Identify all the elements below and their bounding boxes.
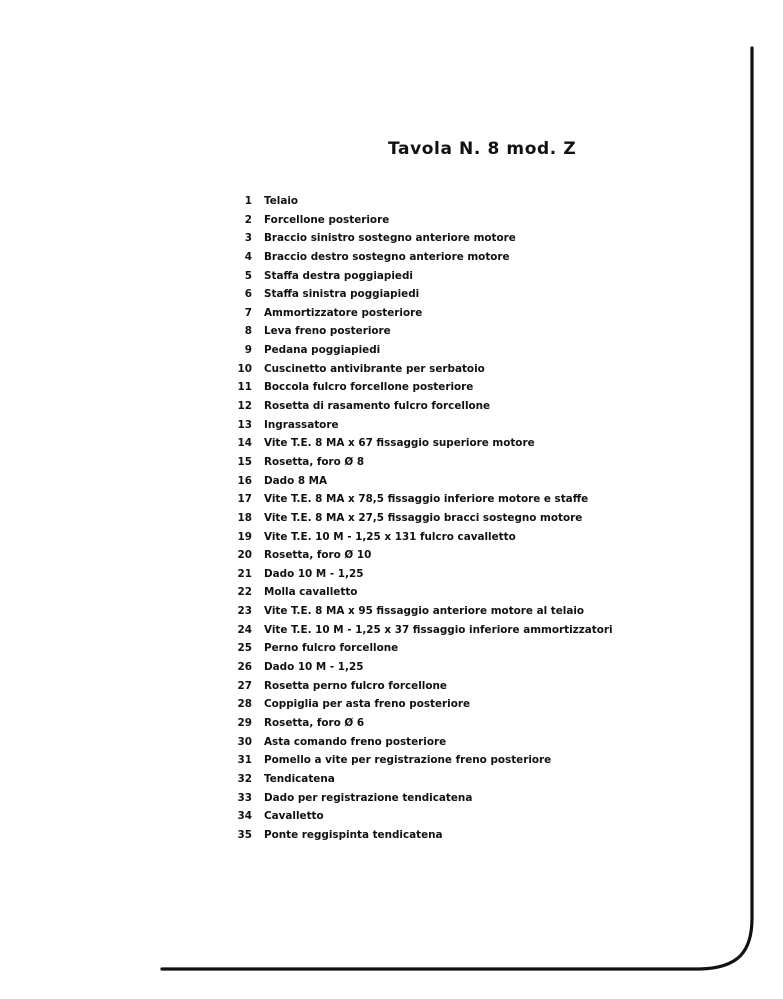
part-number: 8 — [244, 325, 252, 338]
part-row — [222, 341, 613, 360]
part-row — [222, 807, 613, 826]
part-number: 27 — [237, 679, 252, 692]
part-description: Braccio sinistro sostegno anteriore motore — [264, 232, 516, 245]
part-description: Boccola fulcro forcellone posteriore — [264, 381, 474, 394]
part-number: 13 — [237, 418, 252, 431]
part-row — [222, 229, 613, 248]
part-description: Cuscinetto antivibrante per serbatoio — [264, 362, 485, 375]
part-description: Perno fulcro forcellone — [264, 642, 399, 655]
part-row — [222, 322, 613, 341]
part-description: Braccio destro sostegno anteriore motore — [264, 250, 510, 263]
part-row — [222, 453, 613, 472]
part-description: Dado per registrazione tendicatena — [264, 791, 473, 804]
part-number: 19 — [237, 530, 252, 543]
part-number: 34 — [237, 810, 252, 823]
part-description: Rosetta, foro Ø 8 — [264, 455, 365, 468]
part-description: Asta comando freno posteriore — [264, 735, 447, 748]
part-description: Dado 10 M - 1,25 — [264, 661, 364, 674]
part-row — [222, 546, 613, 565]
part-row — [222, 192, 613, 211]
part-number: 22 — [237, 586, 252, 599]
part-description: Ammortizzatore posteriore — [264, 306, 423, 319]
part-row — [222, 304, 613, 323]
part-description: Vite T.E. 10 M - 1,25 x 37 fissaggio inferiore ammortizzatori — [264, 623, 613, 636]
part-description: Ingrassatore — [264, 418, 339, 431]
part-description: Cavalletto — [264, 810, 324, 823]
part-row — [222, 416, 613, 435]
part-number: 11 — [237, 381, 252, 394]
part-row — [222, 360, 613, 379]
part-row — [222, 639, 613, 658]
part-description: Vite T.E. 8 MA x 67 fissaggio superiore motore — [264, 437, 535, 450]
part-number: 28 — [237, 698, 252, 711]
part-description: Vite T.E. 8 MA x 95 fissaggio anteriore motore al telaio — [264, 605, 585, 618]
part-number: 26 — [237, 661, 252, 674]
part-number: 10 — [237, 362, 252, 375]
part-row — [222, 733, 613, 752]
part-number: 33 — [237, 791, 252, 804]
page-title: Tavola N. 8 mod. Z — [388, 139, 577, 159]
parts-list — [222, 192, 613, 844]
part-description: Dado 10 M - 1,25 — [264, 567, 364, 580]
part-description: Coppiglia per asta freno posteriore — [264, 698, 471, 711]
part-row — [222, 528, 613, 547]
part-row — [222, 789, 613, 808]
part-number: 16 — [237, 474, 252, 487]
part-description: Rosetta perno fulcro forcellone — [264, 679, 447, 692]
part-row — [222, 285, 613, 304]
part-number: 35 — [237, 828, 252, 841]
part-row — [222, 658, 613, 677]
part-description: Dado 8 MA — [264, 474, 328, 487]
part-number: 9 — [244, 344, 252, 357]
part-row — [222, 509, 613, 528]
part-row — [222, 583, 613, 602]
part-number: 25 — [237, 642, 252, 655]
part-description: Vite T.E. 8 MA x 78,5 fissaggio inferiore motore e staffe — [264, 493, 589, 506]
part-description: Staffa sinistra poggiapiedi — [264, 288, 420, 301]
part-description: Pedana poggiapiedi — [264, 344, 381, 357]
part-description: Ponte reggispinta tendicatena — [264, 828, 443, 841]
part-row — [222, 695, 613, 714]
part-number: 2 — [244, 213, 252, 226]
part-row — [222, 490, 613, 509]
part-number: 32 — [237, 772, 252, 785]
part-number: 17 — [237, 493, 252, 506]
part-row — [222, 714, 613, 733]
part-number: 5 — [244, 269, 252, 282]
part-row — [222, 602, 613, 621]
part-row — [222, 751, 613, 770]
part-number: 18 — [237, 511, 252, 524]
part-number: 12 — [237, 400, 252, 413]
part-row — [222, 826, 613, 845]
part-description: Leva freno posteriore — [264, 325, 391, 338]
part-row — [222, 211, 613, 230]
part-number: 14 — [237, 437, 252, 450]
part-row — [222, 770, 613, 789]
part-row — [222, 267, 613, 286]
part-row — [222, 397, 613, 416]
part-number: 20 — [237, 549, 252, 562]
part-number: 7 — [244, 306, 252, 319]
part-number: 21 — [237, 567, 252, 580]
part-number: 6 — [244, 288, 252, 301]
part-number: 1 — [244, 195, 252, 207]
part-number: 15 — [237, 455, 252, 468]
part-row — [222, 565, 613, 584]
part-row — [222, 621, 613, 640]
part-number: 23 — [237, 605, 252, 618]
part-description: Tendicatena — [264, 772, 335, 785]
part-description: Staffa destra poggiapiedi — [264, 269, 413, 282]
part-row — [222, 472, 613, 491]
part-number: 30 — [237, 735, 252, 748]
part-description: Vite T.E. 8 MA x 27,5 fissaggio bracci sostegno motore — [264, 511, 583, 524]
part-number: 4 — [244, 250, 252, 263]
part-row — [222, 248, 613, 267]
part-description: Rosetta, foro Ø 10 — [264, 549, 372, 562]
part-description: Rosetta, foro Ø 6 — [264, 716, 365, 729]
part-row — [222, 434, 613, 453]
part-row — [222, 378, 613, 397]
part-number: 3 — [244, 232, 252, 245]
part-description: Vite T.E. 10 M - 1,25 x 131 fulcro cavalletto — [264, 530, 516, 543]
part-number: 31 — [237, 754, 252, 767]
part-description: Pomello a vite per registrazione freno posteriore — [264, 754, 552, 767]
part-description: Forcellone posteriore — [264, 213, 390, 226]
part-number: 24 — [237, 623, 252, 636]
part-description: Molla cavalletto — [264, 586, 358, 599]
part-row — [222, 677, 613, 696]
part-description: Telaio — [264, 195, 299, 207]
part-number: 29 — [237, 716, 252, 729]
part-description: Rosetta di rasamento fulcro forcellone — [264, 400, 491, 413]
